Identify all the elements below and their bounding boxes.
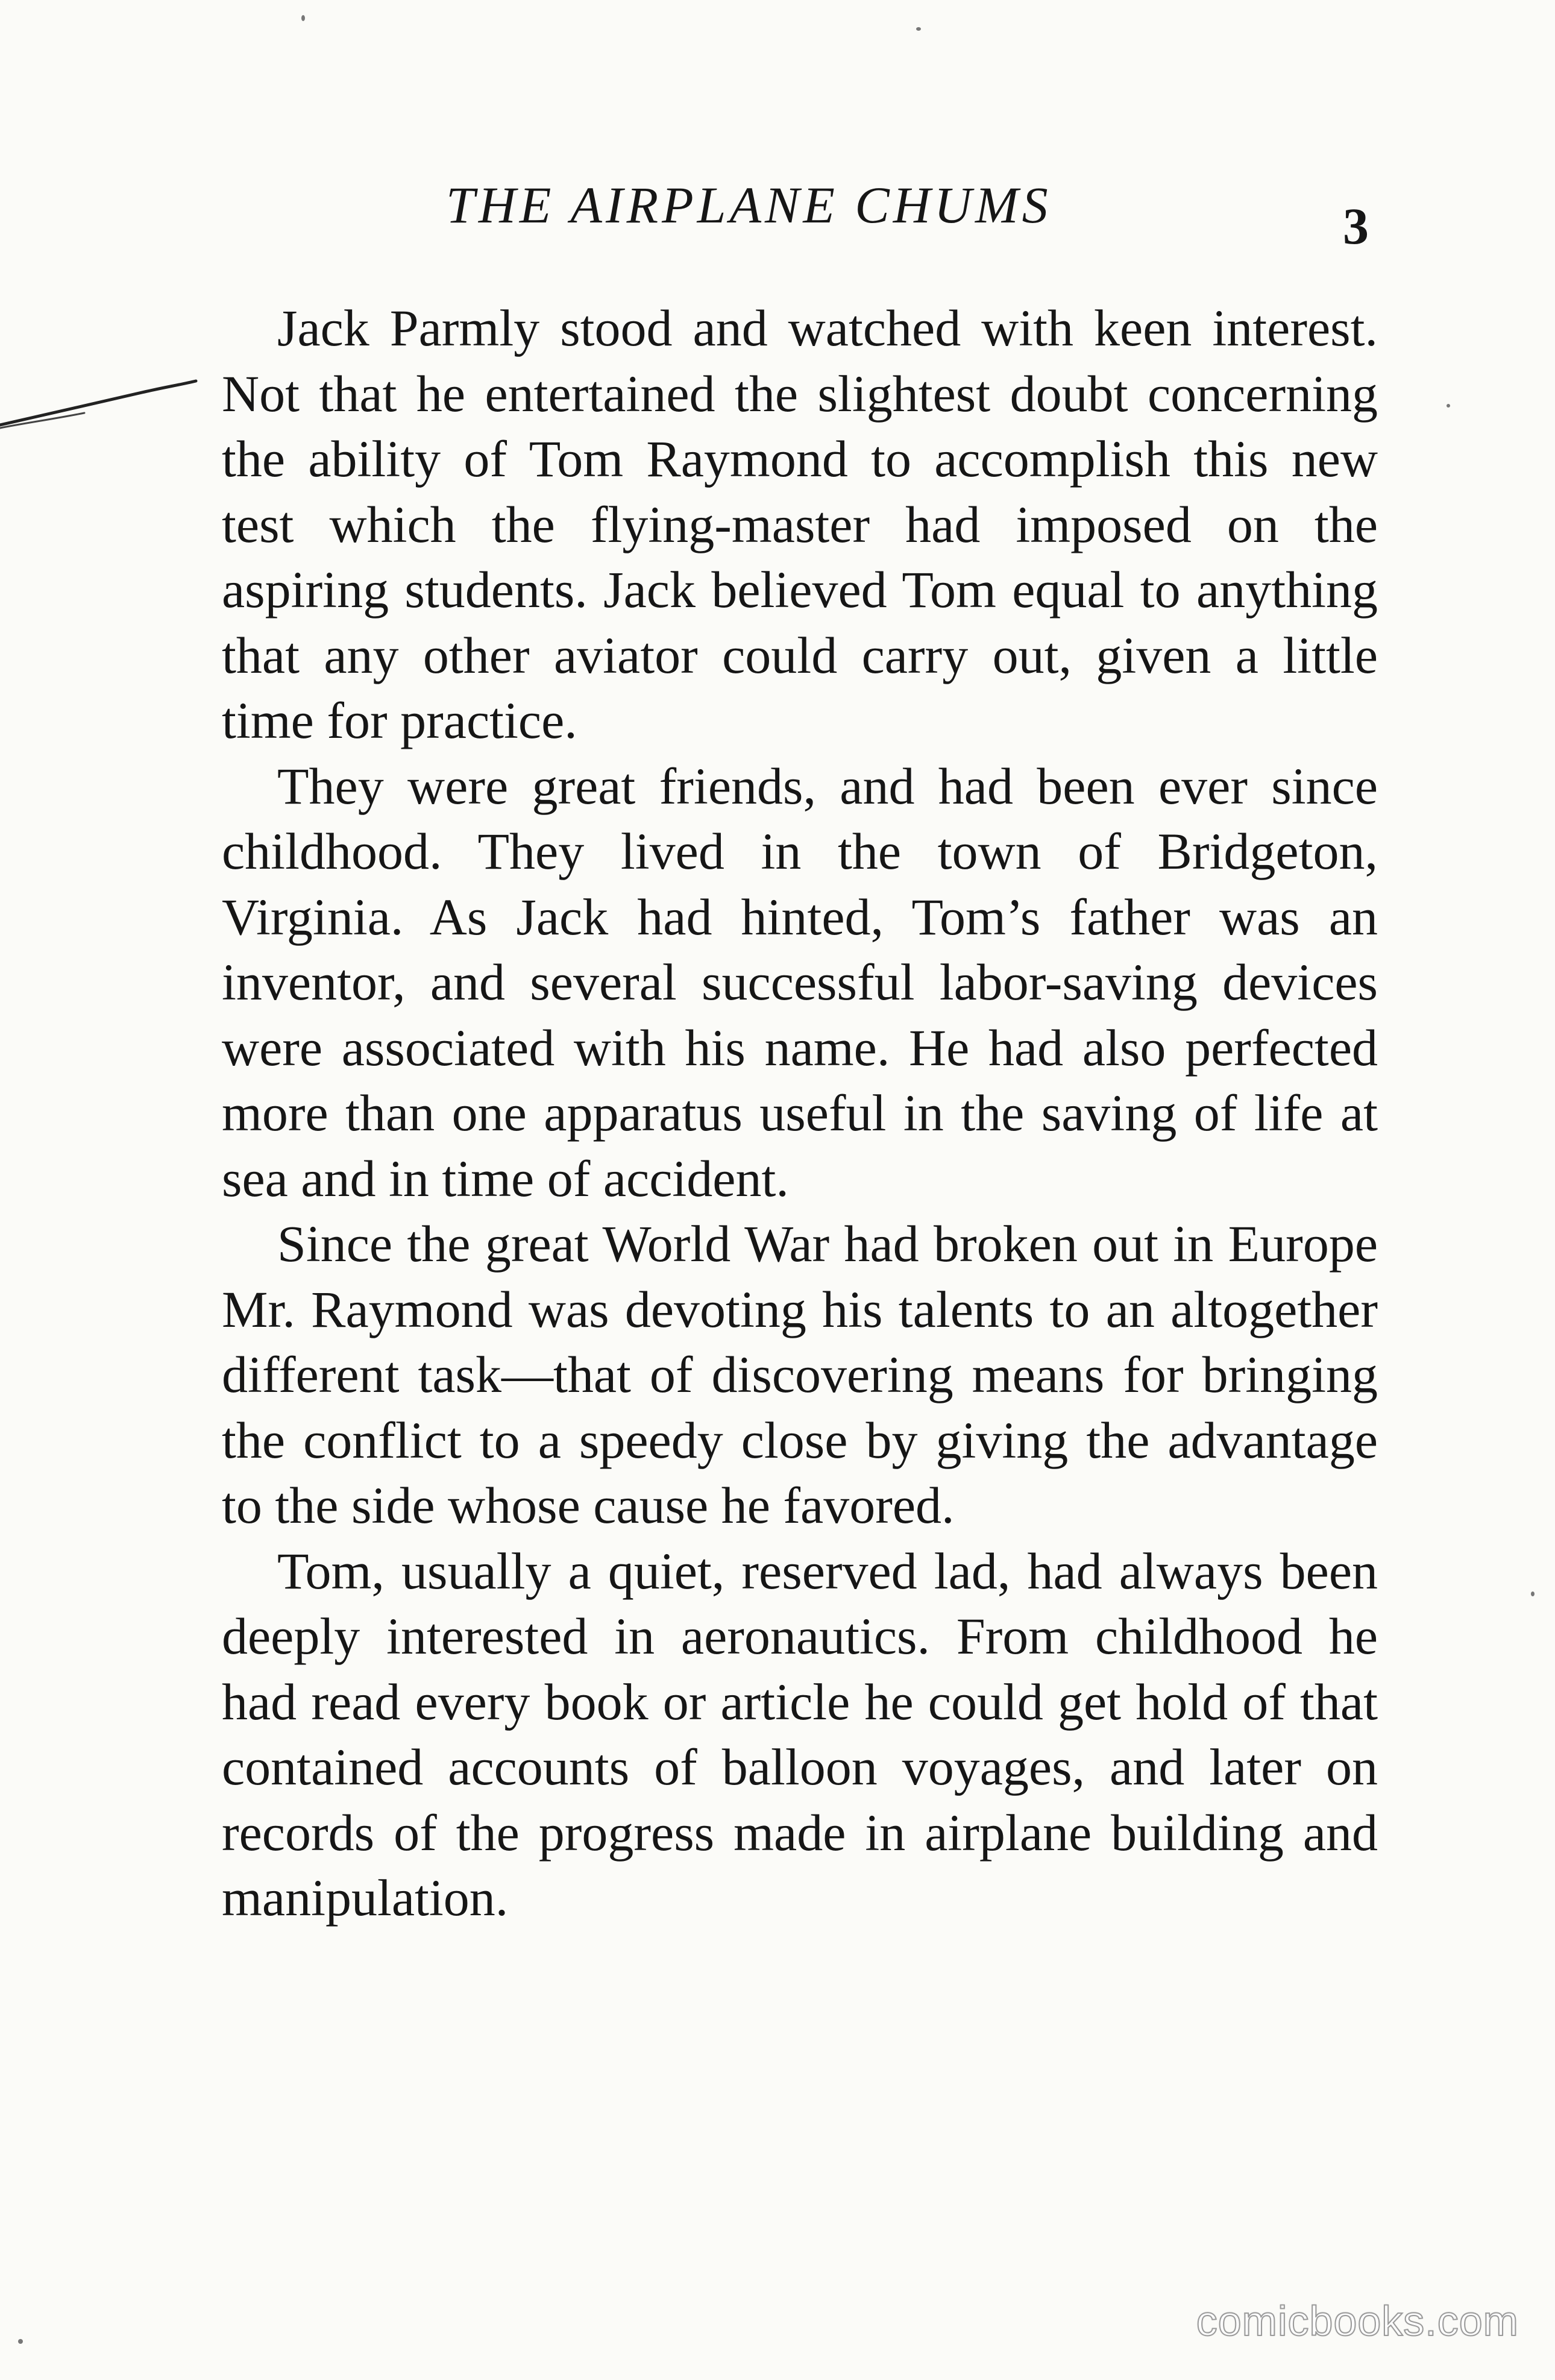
running-title: THE AIRPLANE CHUMS: [446, 176, 1052, 234]
body-text: [222, 295, 1378, 1931]
paper-speck: [1531, 1591, 1535, 1596]
paragraph-4: Tom, usually a quiet, reserved lad, had always been deeply interested in aeronautics. From childhood he had read every book or article he could get hold of that contained accounts of balloon voyages, and later on records of the progress made in airplane building and manipulation.: [222, 1541, 1378, 1927]
paper-speck: [1447, 404, 1450, 408]
paragraph-2: They were great friends, and had been ever since childhood. They lived in the town of Bridgeton, Virginia. As Jack had hinted, Tom’s father was an inventor, and several successful labor-saving devices were associated with his name. He had also perfected more than one apparatus useful in the saving of life at sea and in time of accident.: [222, 757, 1378, 1207]
paper-speck: [916, 27, 921, 31]
paragraph-3: Since the great World War had broken out in Europe Mr. Raymond was devoting his talents to an altogether different task—that of discovering means for bringing the conflict to a speedy close by giving the advantage to the side whose cause he favored.: [222, 1215, 1378, 1534]
pencil-mark: [0, 368, 199, 434]
paper-speck: [18, 2339, 23, 2344]
paper-speck: [301, 15, 305, 21]
paragraph-1: Jack Parmly stood and watched with keen interest. Not that he entertained the slightest doubt concerning the ability of Tom Raymond to accomplish this new test which the flying-master had imposed on the aspiring students. Jack believed Tom equal to anything that any other aviator could carry out, given a little time for practice.: [222, 299, 1378, 749]
watermark-logo: comicbooks.com: [1196, 2297, 1519, 2344]
page-number: 3: [1343, 197, 1369, 255]
